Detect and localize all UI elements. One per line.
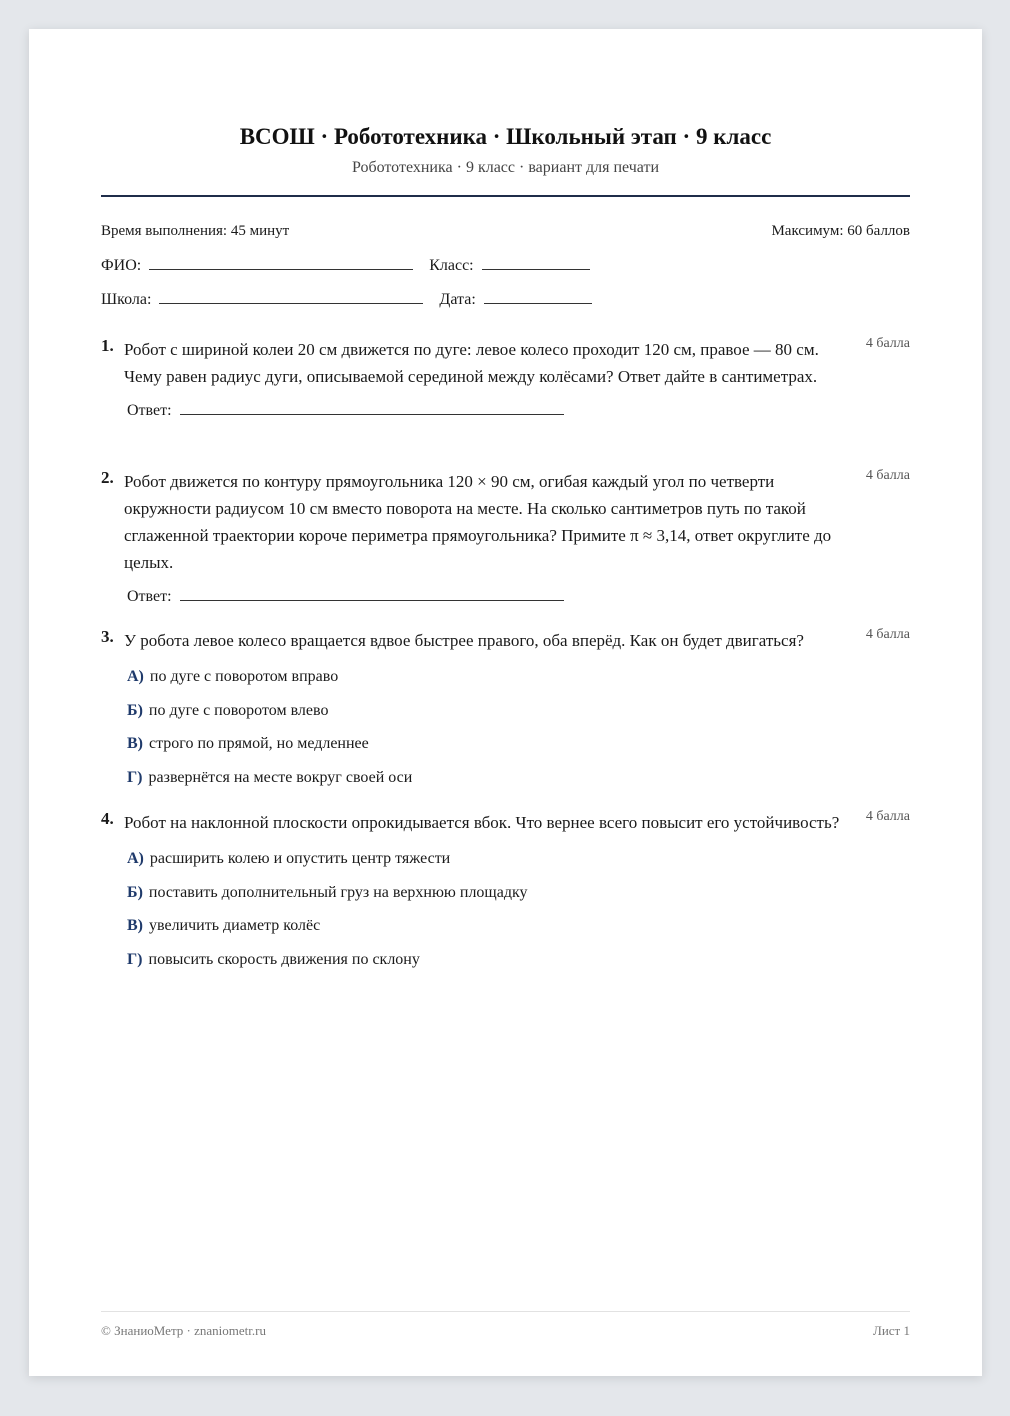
school-field[interactable] — [159, 289, 423, 304]
question-text: Робот движется по контуру прямоугольника 120 × 90 см, огибая каждый угол по четверти окружности радиусом 10 см вместо поворота на месте. На сколько сантиметров путь по такой сглаженной траектории короче периметра прямоугольника? Примите π ≈ 3,14, ответ округлите до целых. — [124, 472, 832, 572]
answer-field[interactable] — [180, 400, 564, 415]
fio-class-row — [101, 255, 590, 275]
answer-field[interactable] — [180, 586, 564, 601]
question-text: У робота левое колесо вращается вдвое быстрее правого, оба вперёд. Как он будет двигаться? — [124, 631, 804, 650]
question-points: 4 балла — [865, 809, 910, 824]
option-letter: Б) — [127, 701, 143, 719]
options-list — [127, 660, 910, 795]
footer-sheet-number: Лист 1 — [873, 1323, 910, 1338]
option-letter: Г) — [127, 951, 143, 969]
date-field[interactable] — [484, 289, 592, 304]
option-letter: А) — [127, 850, 144, 867]
option-letter: В) — [127, 735, 143, 753]
max-score: Максимум: 60 баллов — [771, 223, 910, 239]
option-v[interactable] — [127, 727, 910, 761]
class-label: Класс: — [429, 257, 474, 274]
question-points: 4 балла — [865, 468, 910, 483]
option-letter: А) — [127, 668, 144, 685]
school-date-row — [101, 289, 592, 309]
question-number: 2. — [101, 468, 114, 487]
option-text: расширить колею и опустить центр тяжести — [149, 850, 451, 867]
class-field[interactable] — [482, 255, 590, 270]
question-1 — [101, 336, 910, 420]
fio-field[interactable] — [149, 255, 413, 270]
page-subtitle: Робототехника · 9 класс · вариант для печати — [351, 159, 660, 176]
option-text: развернётся на месте вокруг своей оси — [148, 769, 413, 787]
option-letter: В) — [127, 917, 143, 935]
worksheet-page — [29, 29, 982, 1376]
question-number: 1. — [101, 336, 114, 355]
question-3 — [101, 627, 910, 795]
question-number: 3. — [101, 627, 114, 646]
option-b[interactable] — [127, 876, 910, 910]
option-text: строго по прямой, но медленнее — [149, 735, 369, 753]
footer-copyright: © ЗнаниоМетр · znaniometr.ru — [101, 1323, 266, 1338]
option-b[interactable] — [127, 694, 910, 728]
question-text: Робот на наклонной плоскости опрокидывается вбок. Что вернее всего повысит его устойчивость? — [124, 813, 840, 832]
option-text: увеличить диаметр колёс — [149, 917, 321, 935]
option-letter: Б) — [127, 883, 143, 901]
options-list — [127, 842, 910, 977]
header-divider — [101, 195, 910, 197]
footer-divider — [101, 1311, 910, 1312]
option-v[interactable] — [127, 909, 910, 943]
question-number: 4. — [101, 809, 114, 828]
option-a[interactable] — [127, 660, 910, 694]
answer-label: Ответ: — [127, 402, 172, 419]
question-points: 4 балла — [865, 336, 910, 351]
option-text: повысить скорость движения по склону — [148, 951, 420, 969]
option-g[interactable] — [127, 761, 910, 795]
question-2 — [101, 468, 910, 606]
option-text: по дуге с поворотом вправо — [149, 668, 339, 685]
option-text: по дуге с поворотом влево — [148, 701, 329, 719]
question-text: Робот с шириной колеи 20 см движется по дуге: левое колесо проходит 120 см, правое — 80 см. Чему равен радиус дуги, описываемой серединой между колёсами? Ответ дайте в сантиметрах. — [124, 340, 819, 386]
question-points: 4 балла — [865, 627, 910, 642]
school-label: Школа: — [101, 291, 152, 308]
time-limit: Время выполнения: 45 минут — [101, 223, 290, 239]
answer-row — [127, 586, 910, 606]
option-letter: Г) — [127, 769, 143, 787]
option-a[interactable] — [127, 842, 910, 876]
option-text: поставить дополнительный груз на верхнюю площадку — [148, 883, 528, 901]
answer-row — [127, 400, 910, 420]
page-title: ВСОШ · Робототехника · Школьный этап · 9 класс — [239, 124, 772, 149]
answer-label: Ответ: — [127, 588, 172, 605]
question-4 — [101, 809, 910, 977]
option-g[interactable] — [127, 943, 910, 977]
date-label: Дата: — [439, 291, 476, 308]
fio-label: ФИО: — [101, 257, 142, 274]
